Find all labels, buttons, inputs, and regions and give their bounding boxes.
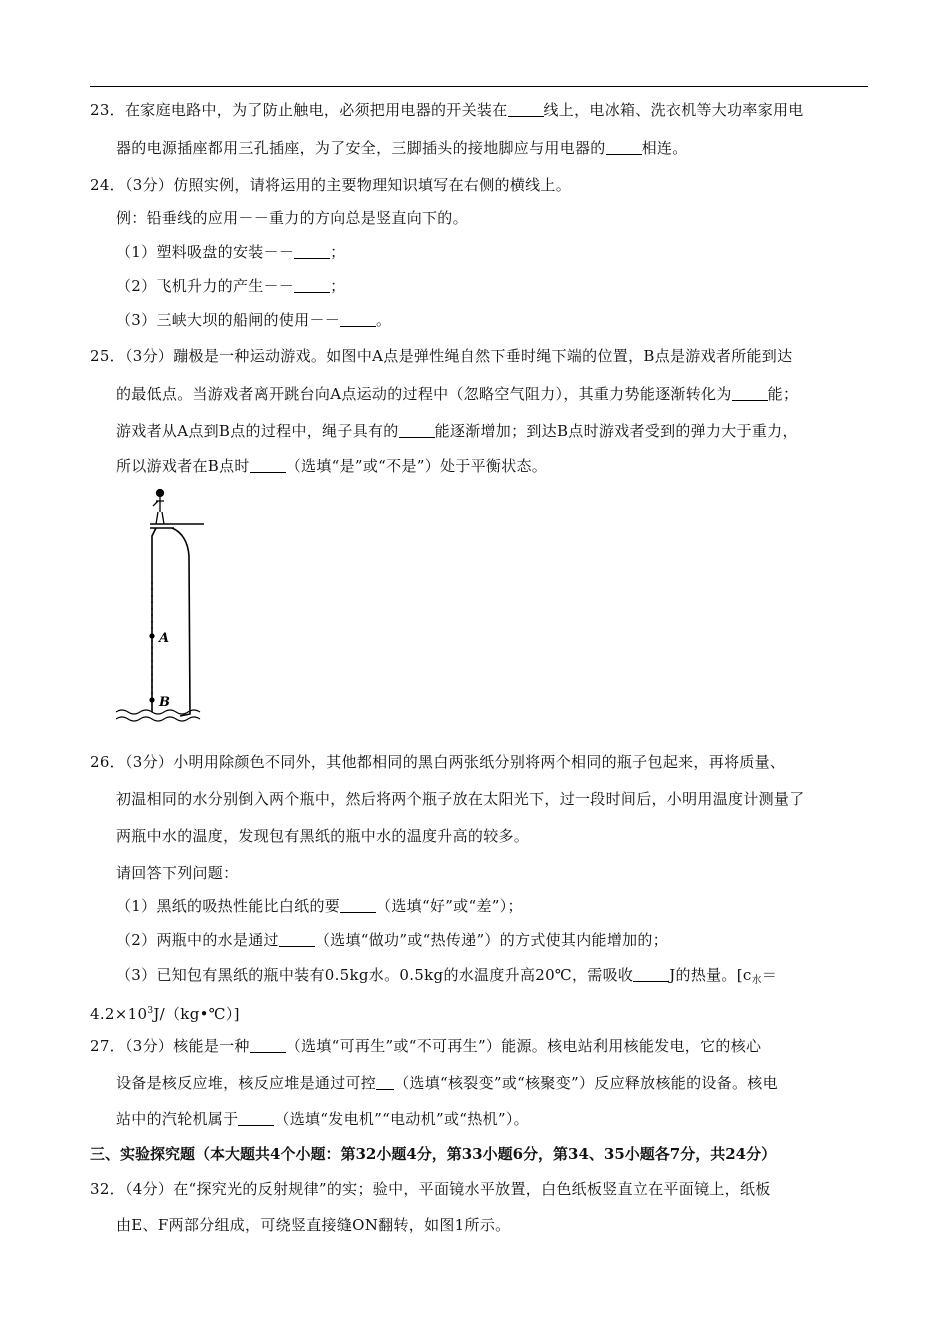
- q23-line-2: 器的电源插座都用三孔插座，为了安全，三脚插头的接地脚应与用电器的 相连。: [116, 139, 688, 157]
- q25-line-4: 所以游戏者在B点时 （选填“是”或“不是”）处于平衡状态。: [116, 457, 548, 475]
- cliff-outline: [152, 528, 190, 716]
- platform: [150, 524, 204, 528]
- point-a-label: A: [159, 631, 170, 646]
- q24-line-1: 24．（3分）仿照实例，请将运用的主要物理知识填写在右侧的横线上。: [90, 176, 572, 194]
- q23-line-1: 23．在家庭电路中，为了防止触电，必须把用电器的开关装在 线上，电冰箱、洗衣机等大功率家用电: [90, 101, 804, 119]
- q26-line-2: 初温相同的水分别倒入两个瓶中，然后将两个瓶子放在太阳光下，过一段时间后，小明用温度计测量了: [116, 790, 805, 808]
- answer-blank[interactable]: [399, 423, 435, 438]
- point-a-marker: [149, 633, 154, 638]
- q26-line-4: 请回答下列问题：: [116, 864, 239, 882]
- answer-blank[interactable]: [508, 102, 544, 117]
- q25-line-1: 25．（3分）蹦极是一种运动游戏。如图中A点是弹性绳自然下垂时绳下端的位置，B点是游戏者所能到达: [90, 347, 793, 365]
- point-b-marker: [149, 697, 154, 702]
- q27-line-2: 设备是核反应堆，核反应堆是通过可控 （选填“核裂变”或“核聚变”）反应释放核能的设备。核电: [116, 1074, 778, 1092]
- q32-line-1: 32．（4分）在“探究光的反射规律”的实；验中，平面镜水平放置，白色纸板竖直立在平面镜上，纸板: [90, 1180, 771, 1198]
- point-b-label: B: [159, 695, 170, 710]
- answer-blank[interactable]: [238, 1111, 274, 1126]
- q26-item-3-cont: $4.2\times 10^3J/(kg•℃)$]: [90, 1005, 240, 1023]
- answer-blank[interactable]: [250, 1038, 286, 1053]
- section-title: 三、实验探究题（本大题共4个小题：第32小题4分，第33小题6分，第34、35小题各7分，共24分）: [90, 1145, 777, 1163]
- q26-item-2: （2）两瓶中的水是通过 （选填“做功”或“热传递”）的方式使其内能增加的；: [116, 931, 669, 949]
- q26-item-1: （1）黑纸的吸热性能比白纸的要 （选填“好”或“差”）；: [116, 897, 523, 915]
- q24-item-3: （3）三峡大坝的船闸的使用－－ 。: [116, 311, 392, 329]
- header-rule: [90, 86, 868, 87]
- answer-blank[interactable]: [279, 932, 315, 947]
- q26-line-1: 26．（3分）小明用除颜色不同外，其他都相同的黑白两张纸分别将两个相同的瓶子包起来，再将质量、: [90, 753, 786, 771]
- answer-blank[interactable]: [294, 278, 330, 293]
- bungee-figure: [112, 484, 212, 728]
- q26-item-3: （3）已知包有黑纸的瓶中装有0.5kg水。0.5kg的水温度升高20℃，需吸收 J的热量。[$c_水=$: [116, 966, 778, 986]
- q25-line-3: 游戏者从A点到B点的过程中，绳子具有的 能逐渐增加；到达B点时游戏者受到的弹力大于重力，: [116, 422, 798, 440]
- jumper-figure: [153, 490, 164, 525]
- answer-blank[interactable]: [633, 967, 669, 982]
- q24-item-2: （2）飞机升力的产生－－ ；: [116, 277, 346, 295]
- water-waves: [116, 710, 200, 721]
- q27-line-1: 27．（3分）核能是一种 （选填“可再生”或“不可再生”）能源。核电站利用核能发电，它的核心: [90, 1037, 762, 1055]
- answer-blank[interactable]: [250, 458, 286, 473]
- answer-blank[interactable]: [376, 1075, 394, 1090]
- answer-blank[interactable]: [294, 244, 330, 259]
- q27-line-3: 站中的汽轮机属于 （选填“发电机”“电动机”或“热机”）。: [116, 1110, 529, 1128]
- answer-blank[interactable]: [340, 898, 376, 913]
- q24-example: 例：铅垂线的应用－－重力的方向总是竖直向下的。: [116, 209, 468, 227]
- q32-line-2: 由E、F两部分组成，可绕竖直接缝ON翻转，如图1所示。: [116, 1216, 511, 1234]
- q26-line-3: 两瓶中水的温度，发现包有黑纸的瓶中水的温度升高的较多。: [116, 827, 530, 845]
- answer-blank[interactable]: [606, 140, 642, 155]
- q25-line-2: 的最低点。当游戏者离开跳台向A点运动的过程中（忽略空气阻力），其重力势能逐渐转化为 能；: [116, 385, 799, 403]
- answer-blank[interactable]: [732, 386, 768, 401]
- q24-item-1: （1）塑料吸盘的安装－－ ；: [116, 243, 346, 261]
- answer-blank[interactable]: [340, 312, 376, 327]
